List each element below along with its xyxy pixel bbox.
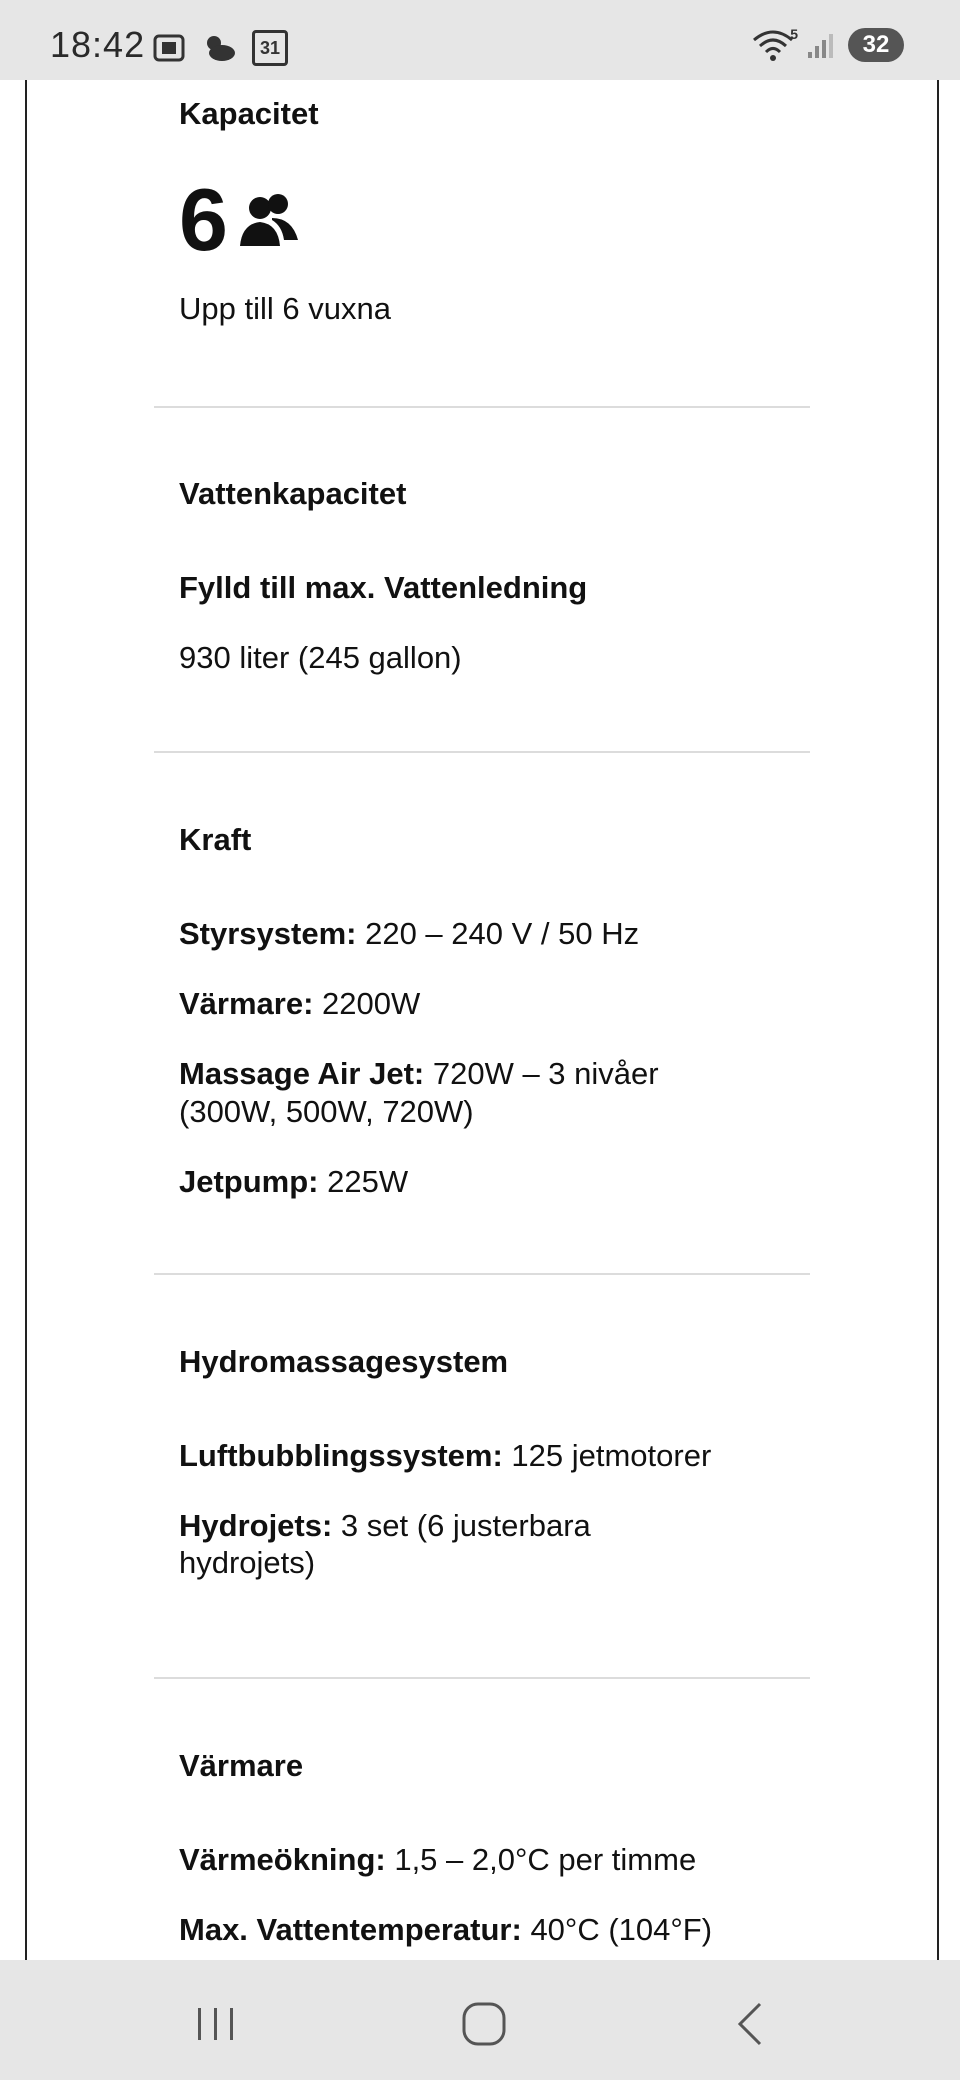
heater-heading: Värmare [179,1748,304,1783]
water-section [179,476,835,676]
power-item [179,915,739,952]
hydro-item [179,1437,739,1474]
battery-indicator: 32 [848,28,904,62]
power-item-label: Jetpump: [179,1163,319,1199]
water-value: 930 liter (245 gallon) [179,640,462,676]
capacity-heading: Kapacitet [179,96,319,131]
people-icon [236,190,302,250]
navigation-bar [0,1960,960,2080]
power-item-value: 220 – 240 V / 50 Hz [356,916,640,951]
hydro-item-label: Hydrojets: [179,1508,333,1544]
recent-apps-icon[interactable] [186,1994,246,2054]
back-icon[interactable] [722,1994,782,2054]
hydro-item [179,1507,659,1581]
heater-item-value: 40°C (104°F) [521,1912,713,1948]
status-bar [0,0,960,80]
hydro-item-label: Luftbubblingssystem: [179,1438,503,1473]
section-divider [154,751,810,753]
capacity-section [179,96,391,327]
notification-icons [152,30,288,66]
heater-item [179,1841,835,1878]
power-section [179,822,739,1200]
power-item-value: 225W [318,1163,409,1199]
power-item-value: 2200W [313,986,421,1022]
status-time: 18:42 [50,24,146,65]
power-item-value: 720W – 3 nivåer (300W, 500W, 720W) [179,1056,659,1129]
hydro-item-value: 3 set (6 justerbara hydrojets) [179,1508,591,1581]
power-item-label: Massage Air Jet: [179,1056,425,1092]
power-item [179,1163,739,1200]
power-item [179,1055,719,1129]
system-icons [752,28,904,62]
hydro-section [179,1344,739,1582]
capacity-number-row [179,170,391,269]
capacity-number: 6 [179,170,228,269]
heater-section [179,1748,835,1948]
calendar-icon: 31 [252,30,288,66]
screenshot-icon [152,31,186,65]
section-divider [154,1677,810,1679]
power-heading: Kraft [179,822,252,857]
weather-icon [200,31,238,65]
section-divider [154,1273,810,1275]
power-item-label: Värmare: [179,986,314,1022]
power-item-label: Styrsystem: [179,916,357,951]
power-item [179,985,739,1022]
heater-item [179,1911,835,1948]
wifi-label: 5 [790,26,798,42]
hydro-heading: Hydromassagesystem [179,1344,509,1379]
hydro-item-value: 125 jetmotorer [502,1438,712,1473]
capacity-description: Upp till 6 vuxna [179,291,391,326]
spec-page[interactable] [25,80,939,1960]
section-divider [154,406,810,408]
heater-item-label: Värmeökning: [179,1842,386,1877]
water-subheading: Fylld till max. Vattenledning [179,570,588,605]
home-icon[interactable] [454,1994,514,2054]
heater-item-label: Max. Vattentemperatur: [179,1912,522,1948]
wifi-icon [752,26,798,62]
heater-item-value: 1,5 – 2,0°C per timme [385,1842,697,1877]
water-heading: Vattenkapacitet [179,476,407,511]
signal-icon [806,30,836,60]
